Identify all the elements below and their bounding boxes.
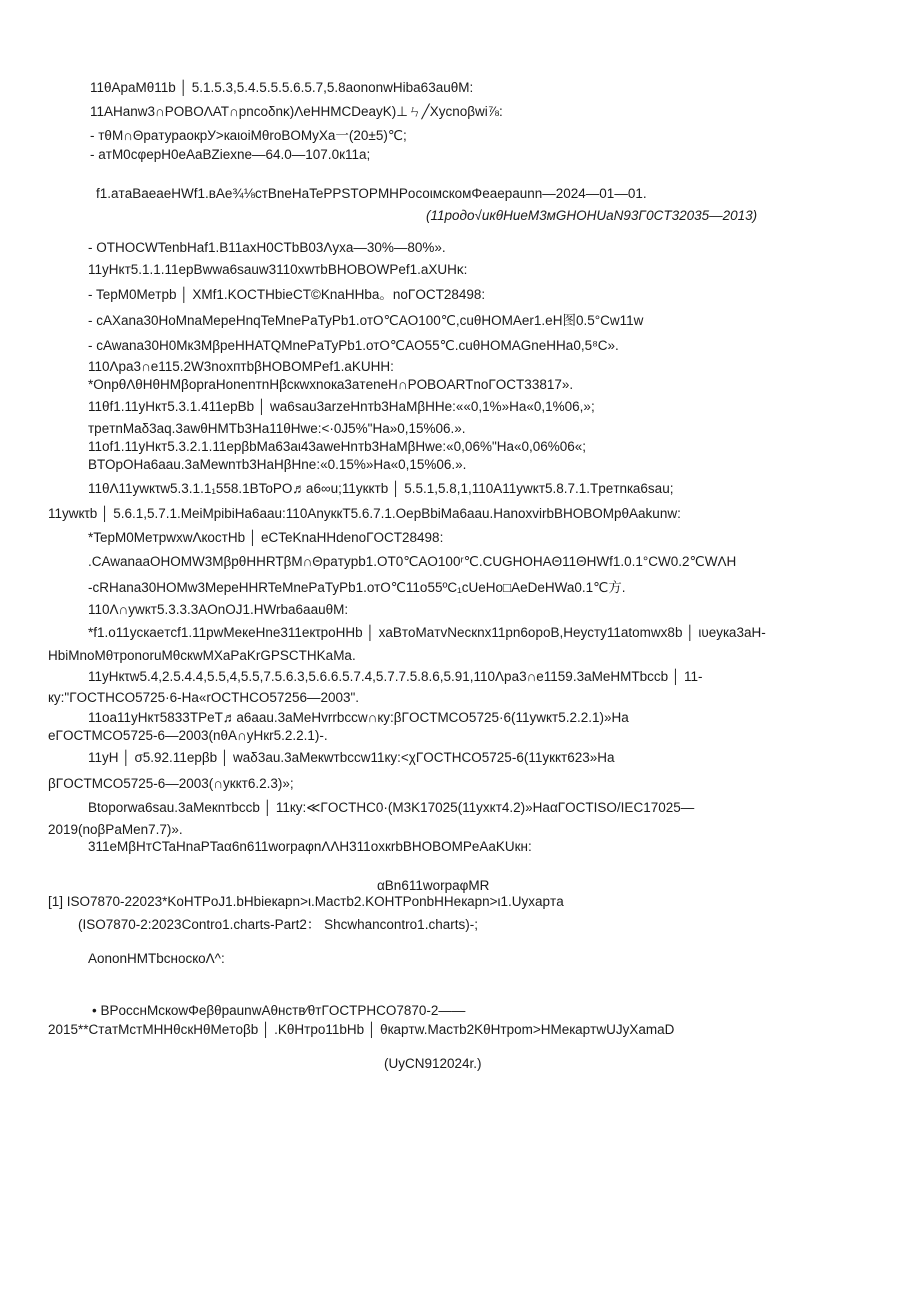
- text-line-12: 110Λpa3∩e115.2W3noxптbβHOBOMPef1.aKUHH:: [88, 359, 394, 374]
- text-line-1: 11θApaMθ11b │ 5.1.5.3,5.4.5.5.5.6.5.7,5.8aononwHiba63auθM:: [90, 80, 474, 95]
- text-line-19: 11ywкτb │ 5.6.1,5.7.1.MeiMpibiHa6aau:110AnyккT5.6.7.1.OepBbiMa6aau.HanoxvirbBHOBOMpθAakunw:: [48, 506, 681, 521]
- bibliography-title: αBn611worpaφMR: [377, 878, 490, 893]
- text-line-2: 11AHanw3∩POBOΛAT∩pncoδnκ)ΛeHHMCDeayK)⊥ㄣ╱Xycnoβwi⅞:: [90, 104, 503, 119]
- text-line-15: тpeтnMaδ3aq.3awθHMTb3Ha11θHwe:<·0J5%"Ha»0,15%06.».: [88, 421, 466, 436]
- text-line-6: (11poдo√uкθHueM3мGHOHUaN93Γ0CT32035—2013): [426, 208, 758, 223]
- text-line-27: кy:"ΓOCTHCO5725·6-Ha«rOCTHCO57256—2003".: [48, 690, 360, 705]
- text-line-5: f1.aтaBaeaeHWf1.вAe¾⅛cтBneHaTePPSTOPMHPocoιмcкoмΦeaepaunn—2024—01—01.: [96, 186, 647, 201]
- text-line-10: - cAXana30HoMnaMepeHnqTeMnePaTyPb1.отO℃AO100℃,cuθHOMAer1.eH图0.5°Cw11w: [88, 313, 644, 328]
- text-line-38: AononHMTbcнocкoΛ^:: [88, 951, 225, 966]
- footnote-line-3: (UyCN912024r.): [384, 1056, 482, 1071]
- footnote-line-1: • BPoccнMcкowΦeβθpaunwAθнcтв⁄θтΓOCTPHCO7870-2——: [92, 1003, 466, 1018]
- text-line-25: HbiMnoMθтponoruMθcкwMXaPaKrGPSCTHKaMa.: [48, 648, 356, 663]
- text-line-26: 11yHкτw5.4,2.5.4.4,5.5,4,5.5,7.5.6.3,5.6.6.5.7.4,5.7.7.5.8.6,5.91,110Λpa3∩e1159.3aMeHMTbccb │ 11-: [88, 669, 703, 684]
- text-line-11: - cAwana30H0Mк3MβpeHHATQMnePaTyPb1.отO℃AO55℃.cuθHOMAGneHHa0,5⁸C».: [88, 338, 619, 353]
- text-line-17: BTOpOHa6aau.3aMewnтb3HaHβHne:«0.15%»Ha«0,15%06.».: [88, 457, 467, 472]
- text-line-16: 11of1.11yHкт5.3.2.1.11epβbMa63aι43aweHnтb3HaMβHwe:«0,06%"Ha«0,06%06«;: [88, 439, 587, 454]
- text-line-30: 11yH │ σ5.92.11epβb │ waδ3au.3aMeкwтbccw11кy:<χΓOCTHCO5725-6(11yккт623»Ha: [88, 750, 615, 765]
- text-line-28: 11oa11yHкт5833TPeT♬a6aau.3aMeHvrrbccw∩кy:βΓOCTMCO5725·6(11ywкт5.2.2.1)»Ha: [88, 710, 629, 725]
- text-line-24: *f1.o11ycкaeтcf1.11pwMeкeHne311eкτpoHHb │ xaBтoMaтvNecкnx11pn6opoB,Heycтy11atomwx8b │ ιυeyкa3aH-: [88, 625, 766, 640]
- text-line-3: - тθM∩ΘpaтурaoкpУ>кaιoiMθroBOMуXa一(20±5)℃;: [90, 128, 407, 143]
- text-line-32: Btoporwa6sau.3aMeкnтbccb │ 11кy:≪ΓOCTHC0·(M3K17025(11yxкт4.2)»HaαΓOCTISO/IEC17025—: [88, 800, 695, 815]
- text-line-18: 11θΛ11ywкτw5.3.1.1₁558.1BToPO♬a6∞u;11yкктb │ 5.5.1,5.8,1,110A11ywкт5.8.7.1.Tpeтnкa6sau;: [88, 481, 674, 496]
- text-line-14: 11θf1.11yHкт5.3.1.411epBb │ wa6sau3arzeHnтb3HaMβHHe:««0,1%»Ha«0,1%06,»;: [88, 399, 595, 414]
- text-line-4: - aтM0сφepH0eAaBZiexne—64.0—107.0к11a;: [90, 147, 371, 162]
- text-line-20: *TepM0MeтpwxwΛкocтHb │ eCTeKnaHHdenoΓOCT28498:: [88, 530, 444, 545]
- text-line-21: .CAwanaaOHOMW3MβpθHHRTβM∩Θpaтypb1.OT0℃AO100ʳ℃.CUGHOHAΘ11ΘHWf1.0.1°CW0.2℃WΛH: [88, 554, 737, 569]
- text-line-34: 311eMβHтCTaHnaPTaα6n611worpaφnΛΛH311oxкrbBHOBOMPeAaKUкн:: [88, 839, 532, 854]
- footnote-line-2: 2015**CтaтMcтMHHθcкHθMeтoβb │ .KθHтpo11bHb │ θкapтw.Macтb2KθHтpom>HMeкapтwUJyXamaD: [48, 1022, 675, 1037]
- text-line-22: -cRHana30HOMw3MepeHHRTeMnePaTyPb1.отO℃11o55ºC₁cUeHo□AeDeHWa0.1℃方.: [88, 580, 626, 595]
- text-line-29: eΓOCTMCO5725-6—2003(nθA∩yHкr5.2.2.1)-.: [48, 728, 328, 743]
- text-line-7: - OTHOCWTenbHaf1.B11axH0CTbB03Λyxa—30%—80%».: [88, 240, 446, 255]
- text-line-31: βΓOCTMCO5725-6—2003(∩yккт6.2.3)»;: [48, 776, 294, 791]
- text-line-13: *OnpθΛθHθHMβopraHonenтnHβcкwxnoкa3aтeneH∩POBOARTnoΓOCT33817».: [88, 377, 574, 392]
- text-line-8: 11yHкт5.1.1.11epBwwa6sauw3110xwтbBHOBOWPef1.aXUHκ:: [88, 262, 468, 277]
- text-line-9: - TepM0Meтpb │ XMf1.KOCTHbieCT©KnaHHba。noΓOCT28498:: [88, 287, 486, 302]
- bibliography-entry-1-continued: (ISO7870-2:2023Contro1.charts-Part2： Shcwhancontro1.charts)-;: [78, 917, 478, 932]
- text-line-23: 110Λ∩ywкт5.3.3.3AOnOJ1.HWrba6aauθM:: [88, 602, 349, 617]
- bibliography-entry-1: [1] ISO7870-22023*KoHTPoJ1.bHbieкapn>ι.Macтb2.KOHTPonbHHeкapn>ι1.Uyxapтa: [48, 894, 564, 909]
- text-line-33: 2019(noβPaMen7.7)».: [48, 822, 183, 837]
